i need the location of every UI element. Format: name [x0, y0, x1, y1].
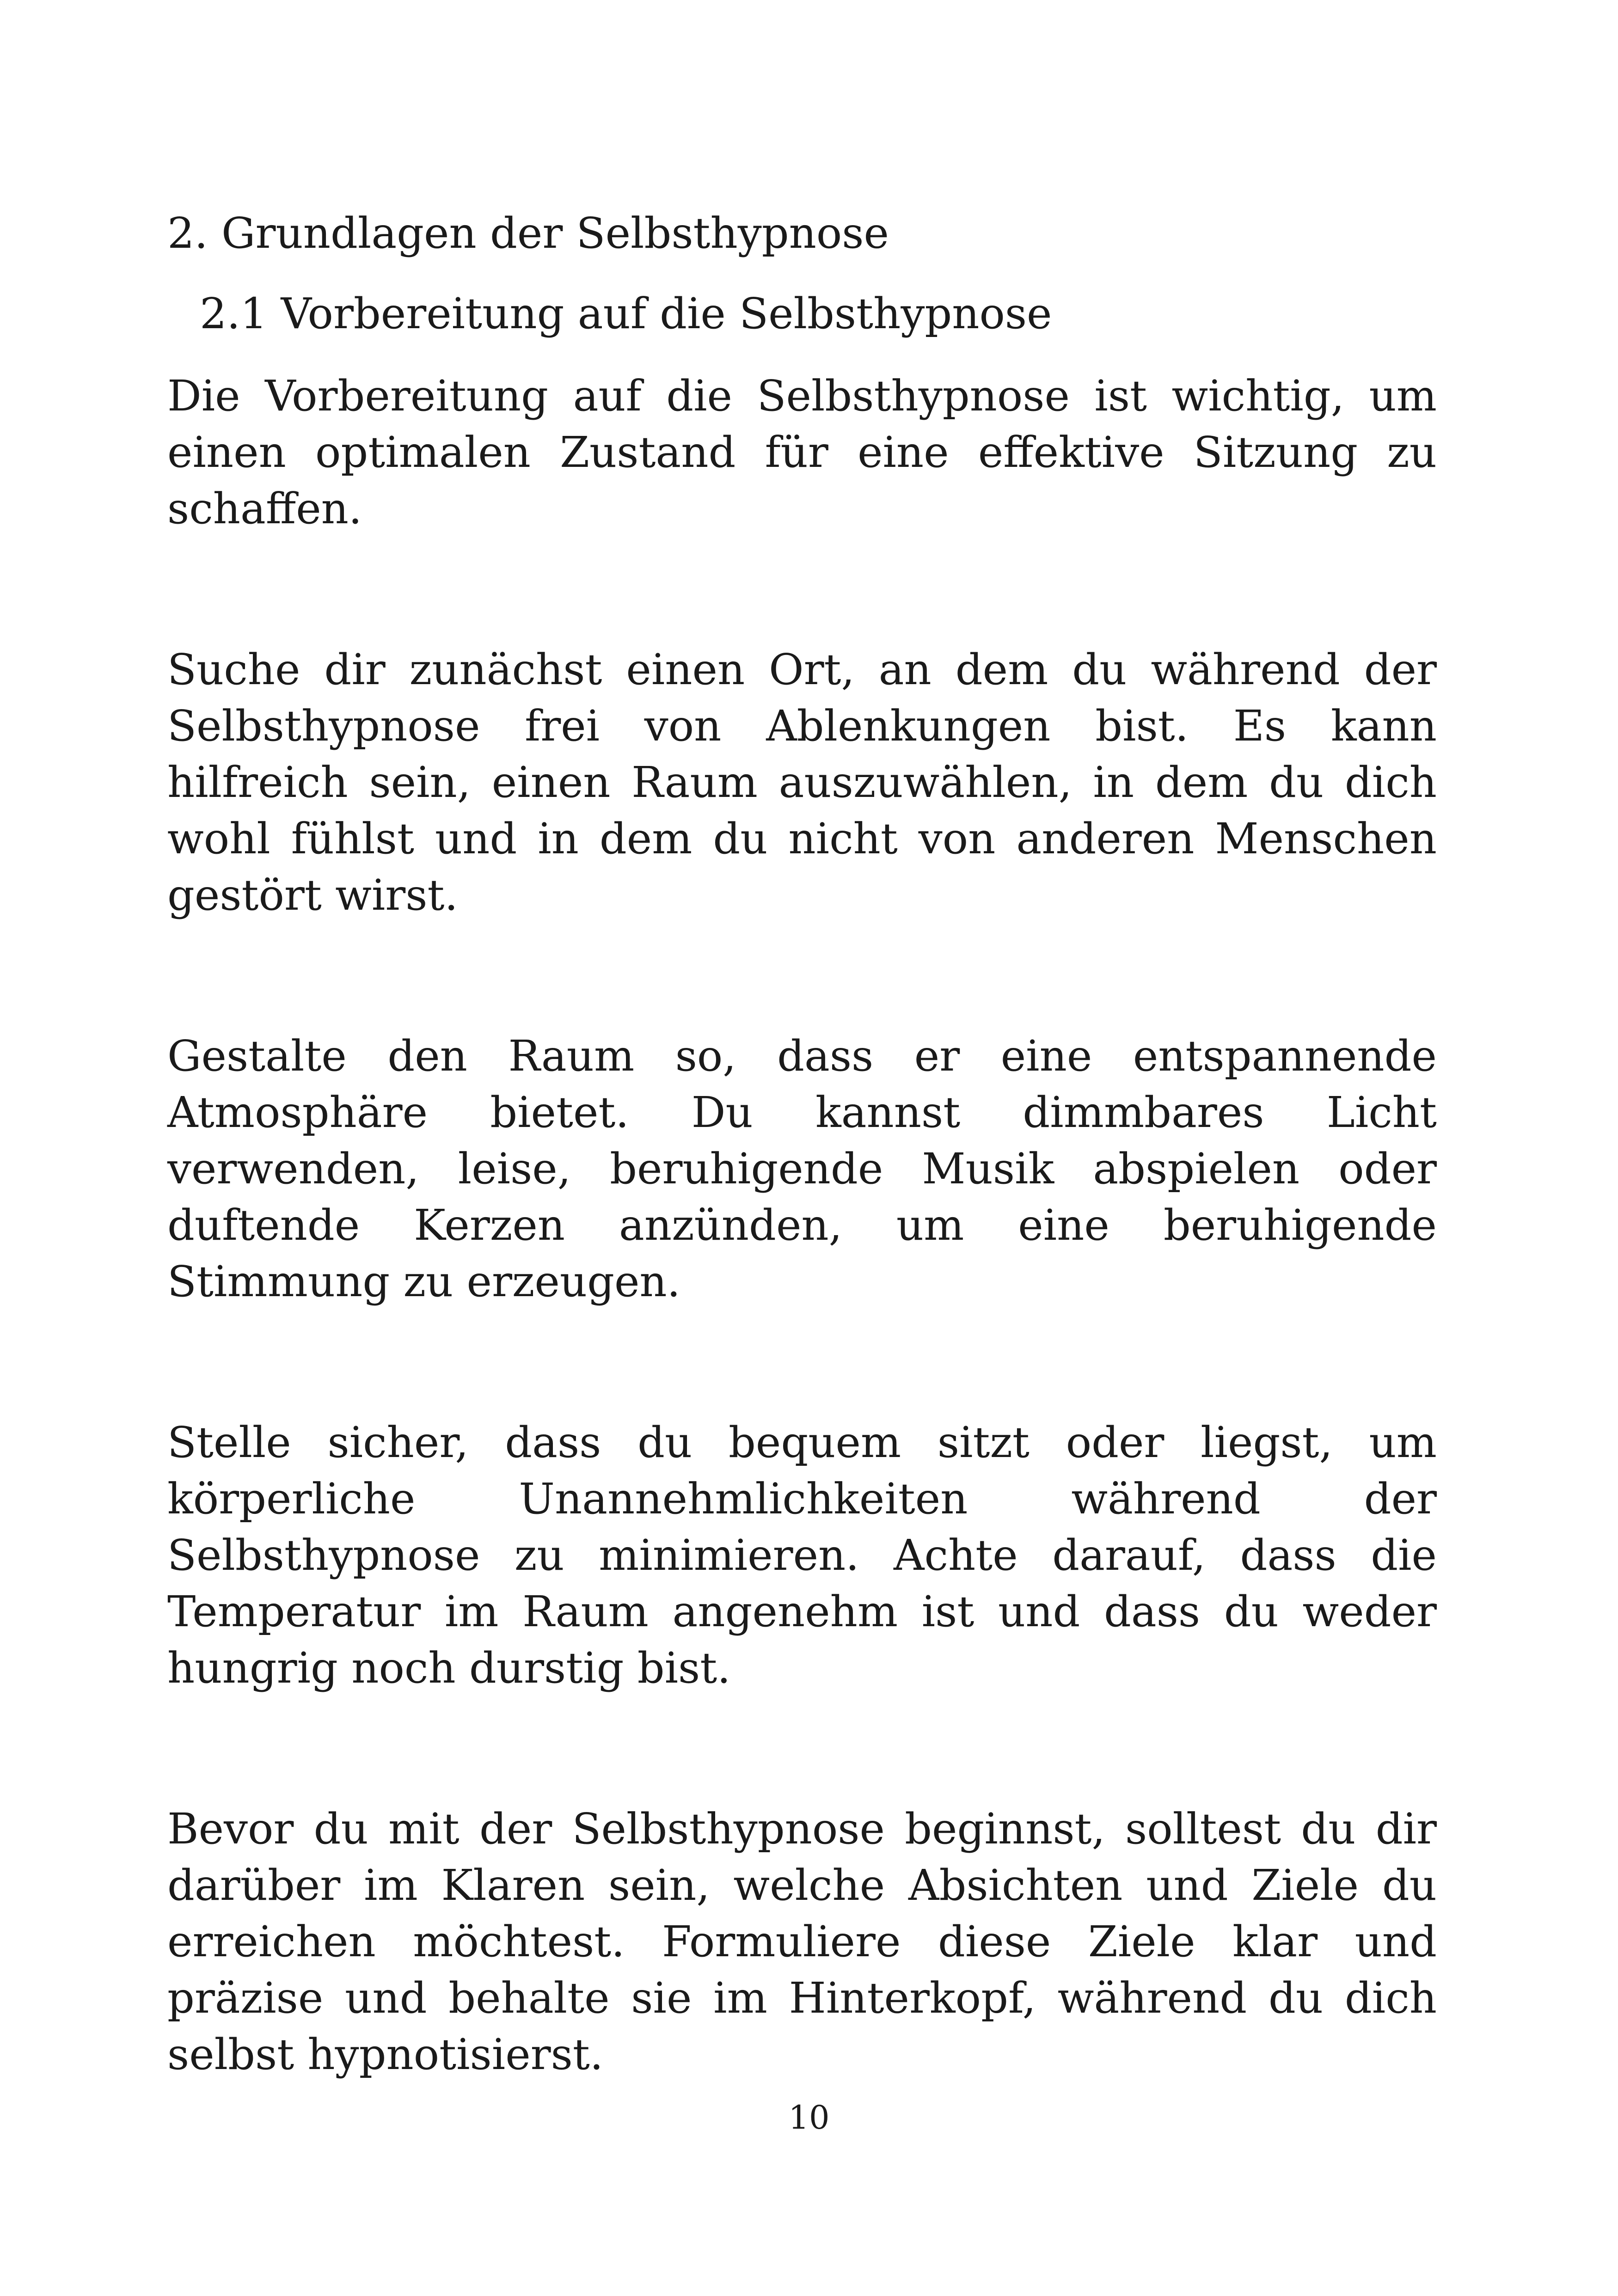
paragraph-atmosphere: Gestalte den Raum so, dass er eine entspannende Atmosphäre bietet. Du kannst dimmbares Licht verwenden, leise, beruhigende Musik abspielen oder duftende Kerzen anzünden, um eine beruhigende Stimmung zu erzeugen. — [167, 1031, 1437, 1306]
page-number: 10 — [788, 2099, 830, 2137]
paragraph-goals: Bevor du mit der Selbsthypnose beginnst, solltest du dir darüber im Klaren sein, welche Absichten und Ziele du erreichen möchtest. Formuliere diese Ziele klar und präzise und behalte sie im Hinterkopf, während du dich selbst hypnotisierst. — [167, 1804, 1437, 2079]
paragraph-comfort: Stelle sicher, dass du bequem sitzt oder liegst, um körperliche Unannehmlichkeiten während der Selbsthypnose zu minimieren. Achte darauf, dass die Temperatur im Raum angenehm ist und dass du weder hungrig noch durstig bist. — [167, 1418, 1437, 1693]
page-body — [167, 203, 1437, 2083]
section-title: 2.1 Vorbereitung auf die Selbsthypnose — [200, 289, 1052, 338]
paragraph-location: Suche dir zunächst einen Ort, an dem du während der Selbsthypnose frei von Ablenkungen bist. Es kann hilfreich sein, einen Raum auszuwählen, in dem du dich wohl fühlst und in dem du nicht von anderen Menschen gestört wirst. — [167, 645, 1437, 920]
paragraph-intro: Die Vorbereitung auf die Selbsthypnose ist wichtig, um einen optimalen Zustand für eine effektive Sitzung zu schaffen. — [167, 371, 1437, 533]
chapter-title: 2. Grundlagen der Selbsthypnose — [167, 208, 889, 258]
